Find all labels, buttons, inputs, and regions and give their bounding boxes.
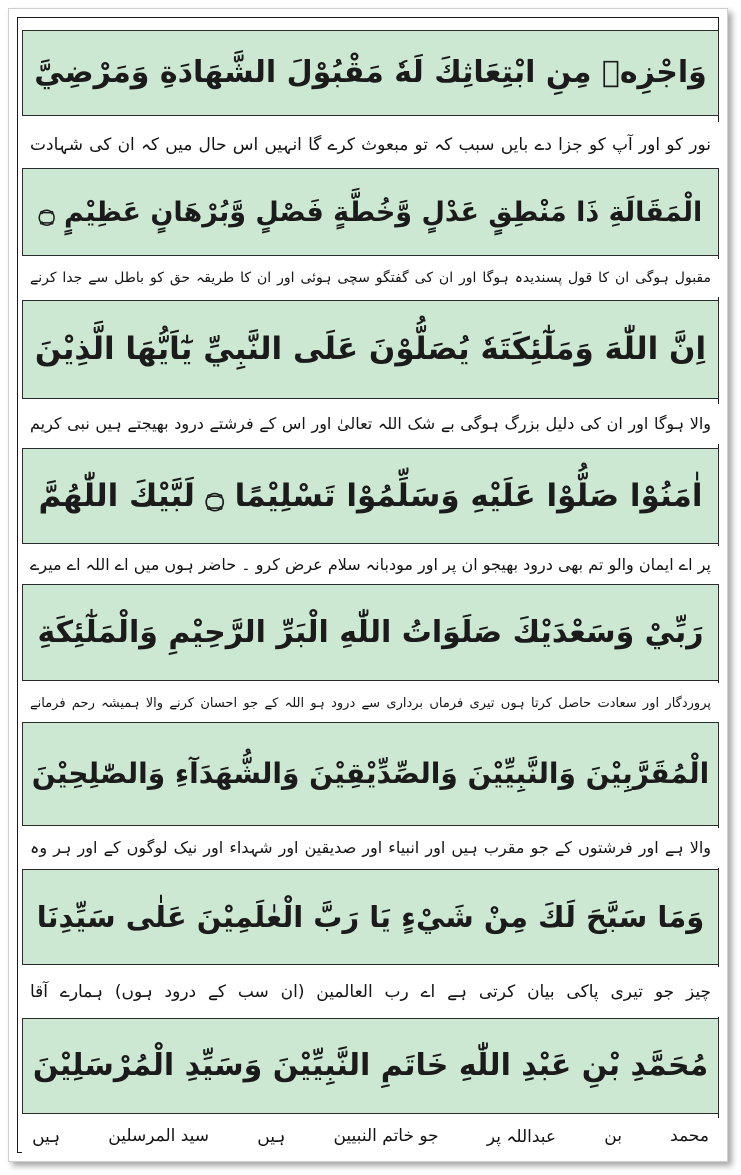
arabic-line-5-text: رَبِّيْ وَسَعْدَيْكَ صَلَوَاتُ اللّٰهِ الْبَرِّ الرَّحِيْمِ وَالْمَلٰٓئِكَةِ [37,614,704,650]
translation-line-5 [22,683,719,723]
translation-line-4-text: پر اے ایمان والو تم بھی درود بھیجو ان پر اور مودبانہ سلام عرض کرو ۔ حاضر ہوں میں اے اللہ اے میرے [30,555,711,574]
translation-line-2-text: مقبول ہوگی ان کا قول پسندیدہ ہوگا اور ان کی گفتگو سچی ہوئی اور ان کا طریقہ حق کو باطل سے جدا کرنے [30,270,711,286]
translation-line-5-text: پروردگار اور سعادت حاصل کرتا ہوں تیری فرماں برداری سے درود ہو اللہ کے جو احسان کرنے والا ہمیشہ رحم فرمانے [30,695,711,711]
arabic-line-4-text: اٰمَنُوْا صَلُّوْا عَلَيْهِ وَسَلِّمُوْا تَسْلِيْمًا ۝ لَبَّيْكَ اللّٰهُمَّ [38,477,703,514]
arabic-line-6-text: الْمُقَرَّبِيْنَ وَالنَّبِيِّيْنَ وَالصِّدِّيْقِيْنَ وَالشُّهَدَآءِ وَالصّٰلِحِيْنَ [31,757,710,790]
translation-line-6 [22,828,719,868]
arabic-line-1 [22,30,719,116]
footer-word-3: عبداللہ پر [486,1126,557,1147]
footer-word-4: جو خاتم النبیین [333,1126,439,1146]
translation-line-1 [22,122,719,168]
footer-word-1: محمد [670,1126,709,1146]
footer-word-7: ہیں [32,1126,61,1147]
translation-line-6-text: والا ہے اور فرشتوں کے جو مقرب ہیں اور انبیاء اور صدیقین اور شہداء اور نیک لوگوں کے اور ہر وہ [30,838,711,857]
arabic-line-2-text: الْمَقَالَةِ ذَا مَنْطِقٍ عَدْلٍ وَّخُطَّةٍ فَصْلٍ وَّبُرْهَانٍ عَظِيْمٍ ۝ [38,196,703,228]
arabic-line-7-text: وَمَا سَبَّحَ لَكَ مِنْ شَيْءٍ يَا رَبَّ الْعٰلَمِيْنَ عَلٰى سَيِّدِنَا [36,899,705,934]
translation-line-1-text: نور کو اور آپ کو جزا دے بایں سبب کہ تو مبعوث کرے گا انہیں اس حال میں کہ ان کی شہادت [30,134,711,155]
translation-line-7-text: چیز جو تیری پاکی بیان کرتی ہے اے رب العالمین (ان سب کے درود ہوں) ہمارے آقا [30,981,711,1002]
translation-line-7 [22,967,719,1017]
arabic-line-1-text: وَاجْزِهٖ مِنِ ابْتِعَاثِكَ لَهٗ مَقْبُوْلَ الشَّهَادَةِ وَمَرْضِيَّ [34,55,707,90]
arabic-line-4 [22,448,719,544]
arabic-line-2 [22,168,719,256]
translation-line-3-text: والا ہوگا اور ان کی دلیل بزرگ ہوگی بے شک اللہ تعالیٰ اور اس کے فرشتے درود بھیجتے ہیں نبی کریم [30,414,711,433]
translation-line-2 [22,259,719,297]
arabic-line-8-text: مُحَمَّدِ بْنِ عَبْدِ اللّٰهِ خَاتَمِ النَّبِيِّيْنَ وَسَيِّدِ الْمُرْسَلِيْنَ [32,1048,709,1083]
footer-word-2: بن [604,1126,622,1146]
arabic-line-3-text: اِنَّ اللّٰهَ وَمَلٰٓئِكَتَهٗ يُصَلُّوْنَ عَلَى النَّبِيِّ يٰٓاَيُّهَا الَّذِيْنَ [34,331,707,367]
footer-word-5: ہیں [257,1126,286,1147]
arabic-line-3 [22,300,719,399]
translation-line-3 [22,404,719,444]
footer-word-6: سید المرسلین [108,1126,210,1146]
translation-line-4 [22,546,719,584]
translation-footer [22,1118,719,1154]
arabic-line-8 [22,1018,719,1114]
arabic-line-5 [22,584,719,681]
arabic-line-6 [22,722,719,826]
arabic-line-7 [22,869,719,965]
